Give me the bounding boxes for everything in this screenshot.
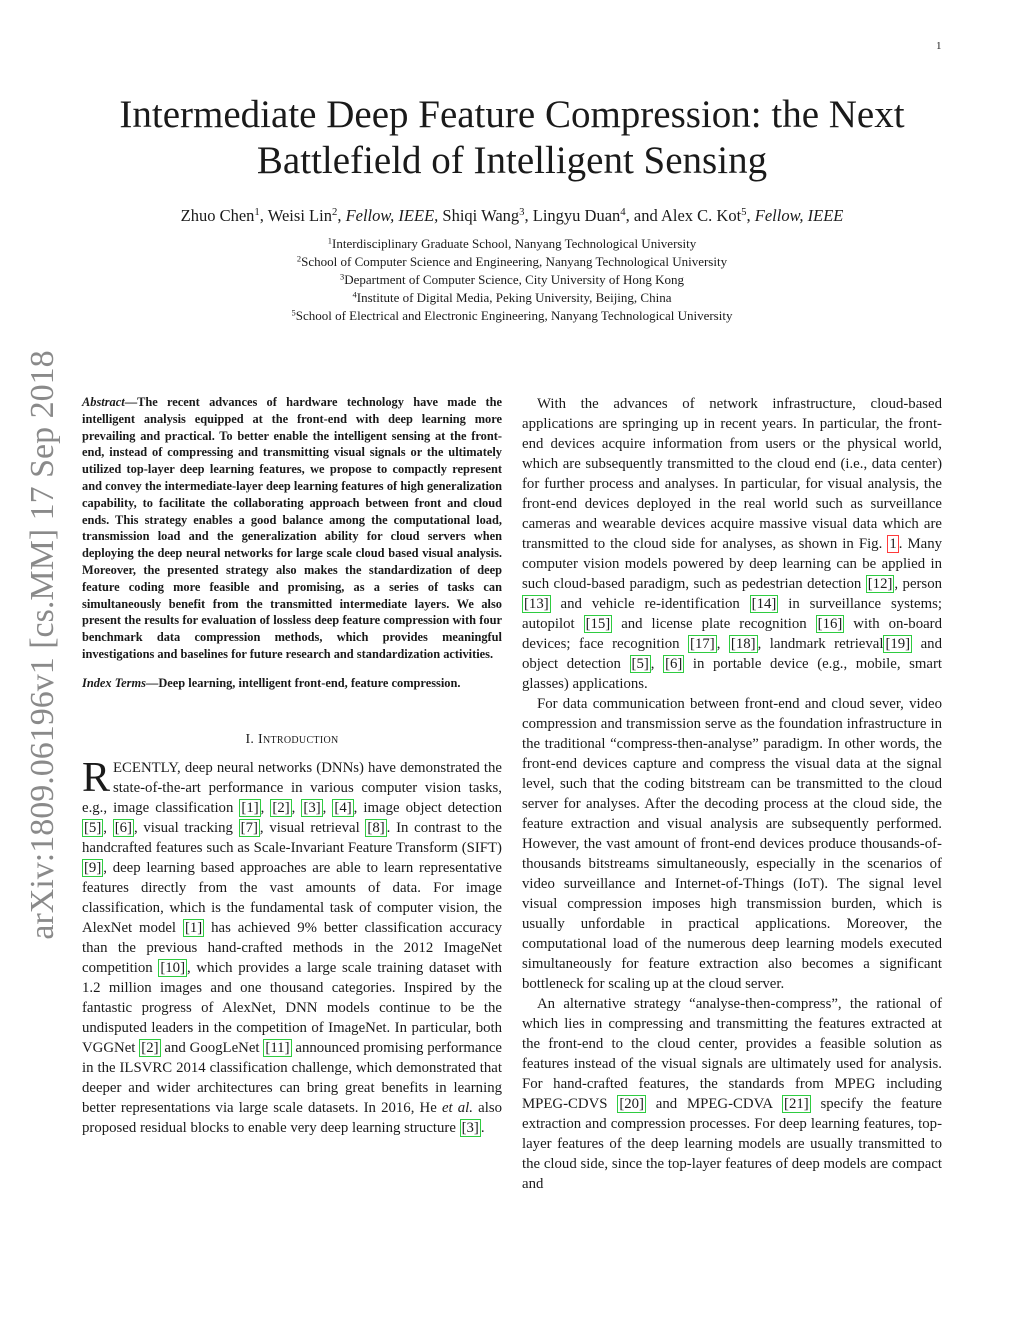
text-segment: has achieved 9% better classification accuracy than the previous hand-crafted methods in the 2012 ImageNet competition bbox=[82, 919, 502, 976]
text-segment: . Many computer vision models powered by deep learning can be applied in such cloud-based paradigm, such as pedestrian detection bbox=[522, 536, 942, 592]
author-superscript: 5 bbox=[741, 206, 747, 219]
text-segment: , bbox=[260, 799, 271, 816]
intro-paragraph-4 bbox=[522, 994, 942, 1194]
text-segment: et al. bbox=[441, 1099, 473, 1116]
affiliation-line bbox=[62, 253, 962, 271]
author-superscript: 4 bbox=[620, 206, 626, 219]
text-segment: with on-board devices; face recognition bbox=[522, 616, 942, 652]
index-terms bbox=[82, 675, 502, 692]
text-segment: specify the feature extraction and compression processes. For deep learning features, top-layer features of the deep learning models are usually transmitted to the cloud side, since the top-layer features of deep models are compact and bbox=[522, 1096, 942, 1192]
citation-link[interactable]: [3] bbox=[303, 799, 321, 816]
affiliation-line bbox=[62, 235, 962, 253]
affiliation-text: Interdisciplinary Graduate School, Nanyang Technological University bbox=[332, 236, 697, 251]
text-segment: With the advances of network infrastructure, cloud-based applications are springing up in recent years. In particular, the front-end devices acquire information from users or the physical world, which are subsequently transmitted to the cloud end (i.e., data center) for further process and analyses. In particular, for visual analysis, the front-end devices deployed in the real world such as surveillance cameras and wearable devices acquire massive visual data which are transmitted to the cloud side for analyses, as shown in Fig. bbox=[522, 396, 942, 552]
paragraph-body bbox=[82, 754, 502, 1137]
author-fellowship: Fellow, IEEE, bbox=[345, 206, 439, 225]
affiliation-line bbox=[62, 307, 962, 325]
left-column bbox=[82, 394, 502, 1138]
citation-link[interactable]: [4] bbox=[334, 799, 352, 816]
author-name: Weisi Lin bbox=[267, 206, 332, 225]
author-superscript: 2 bbox=[331, 206, 338, 219]
intro-paragraph-1 bbox=[82, 754, 502, 1138]
text-segment: , visual retrieval bbox=[259, 819, 366, 836]
author-list: Zhuo Chen$^1$, Weisi Lin$^2$, Fellow, IEEE, Shiqi Wang$^3$, Lingyu Duan$^4$, and Alex C. Kot$^5$, Fellow, IEEE bbox=[180, 206, 844, 225]
citation-link[interactable]: [20] bbox=[619, 1096, 644, 1112]
text-segment: and MPEG-CDVA bbox=[645, 1096, 783, 1112]
citation-link[interactable]: [21] bbox=[784, 1096, 809, 1112]
citation-link[interactable]: [2] bbox=[141, 1039, 159, 1056]
citation-link[interactable]: [3] bbox=[461, 1119, 479, 1136]
index-terms-text: —Deep learning, intelligent front-end, feature compression. bbox=[145, 675, 461, 690]
text-segment: and license plate recognition bbox=[612, 616, 816, 632]
author-name: Lingyu Duan bbox=[532, 206, 621, 225]
affiliation-text: School of Electrical and Electronic Engineering, Nanyang Technological University bbox=[295, 308, 733, 323]
text-segment: in portable device (e.g., mobile, smart glasses) applications. bbox=[522, 656, 942, 692]
paper-title bbox=[62, 92, 962, 184]
text-segment: and vehicle re-identification bbox=[550, 596, 750, 612]
affiliation-text: School of Computer Science and Engineering, Nanyang Technological University bbox=[301, 254, 728, 269]
citation-link[interactable]: [6] bbox=[114, 819, 132, 836]
affiliation-superscript: 3 bbox=[340, 271, 345, 282]
affiliation-line bbox=[62, 289, 962, 307]
affiliation-list bbox=[62, 235, 962, 325]
title-line-2: Battlefield of Intelligent Sensing bbox=[256, 139, 768, 182]
text-segment: . In contrast to the handcrafted features such as Scale-Invariant Feature Transform (SIFT) bbox=[82, 819, 502, 856]
text-segment: , visual tracking bbox=[133, 819, 239, 836]
citation-link[interactable]: [18] bbox=[730, 636, 756, 652]
affiliation-text: Institute of Digital Media, Peking University, Beijing, China bbox=[356, 290, 672, 305]
author-fellowship: Fellow, IEEE bbox=[754, 206, 844, 225]
citation-link[interactable]: [5] bbox=[84, 819, 102, 836]
author-name: Alex C. Kot bbox=[660, 206, 742, 225]
paragraph-body bbox=[522, 996, 942, 1192]
text-segment: , deep learning based approaches are able to learn representative features directly from the vast amounts of data. For image classification, which is the fundamental task of computer vision, the AlexNet model bbox=[82, 859, 502, 936]
citation-link[interactable]: [5] bbox=[631, 656, 649, 672]
citation-link[interactable]: [13] bbox=[524, 596, 549, 612]
text-segment: , landmark retrieval bbox=[757, 636, 884, 652]
text-segment: , image object detection bbox=[353, 799, 502, 816]
text-segment: , bbox=[291, 799, 302, 816]
text-segment: , person bbox=[894, 576, 942, 592]
citation-link[interactable]: [15] bbox=[585, 616, 611, 632]
text-segment: An alternative strategy “analyse-then-compress”, the rational of which lies in compressing and transmitting the features extracted at the front-end to the cloud center, provides a feasible solution as features instead of the visual signals are ultimately used for analysis. For hand-crafted features, the standards from MPEG including MPEG-CDVS bbox=[522, 996, 942, 1112]
arxiv-sidebar-stamp bbox=[18, 340, 68, 950]
citation-link[interactable]: [1] bbox=[241, 799, 259, 816]
affiliation-superscript: 1 bbox=[327, 235, 332, 246]
citation-link[interactable]: [7] bbox=[240, 819, 258, 836]
affiliation-superscript: 5 bbox=[291, 307, 296, 318]
section-number: I. bbox=[245, 731, 259, 747]
text-segment: , bbox=[650, 656, 664, 672]
drop-cap: R bbox=[82, 754, 111, 801]
title-line-1: Intermediate Deep Feature Compression: the Next bbox=[119, 93, 905, 136]
text-segment: in surveillance systems; autopilot bbox=[522, 596, 942, 632]
right-column bbox=[522, 394, 942, 1194]
arxiv-identifier: arXiv:1809.06196v1 [cs.MM] 17 Sep 2018 bbox=[24, 350, 61, 940]
author-name: Zhuo Chen bbox=[180, 206, 255, 225]
section-heading bbox=[82, 730, 502, 750]
citation-link[interactable]: [19] bbox=[885, 636, 911, 652]
citation-link[interactable]: [8] bbox=[367, 819, 385, 836]
text-segment: and object detection bbox=[522, 636, 942, 672]
citation-link[interactable]: [1] bbox=[184, 919, 203, 936]
affiliation-superscript: 2 bbox=[296, 253, 302, 264]
page-number: 1 bbox=[936, 40, 942, 52]
text-segment: , bbox=[103, 819, 113, 836]
citation-link[interactable]: [16] bbox=[817, 616, 843, 632]
text-segment: . bbox=[480, 1119, 485, 1136]
citation-link[interactable]: [12] bbox=[867, 576, 893, 592]
index-terms-label: Index Terms bbox=[82, 675, 146, 690]
abstract-label: Abstract bbox=[82, 395, 125, 409]
abstract-text: —The recent advances of hardware technology have made the intelligent analysis equipped at the front-end with deep learning more prevailing and practical. To better enable the intelligent sensing at the front-end, instead of compressing and transmitting visual signals or the ultimately utilized top-layer deep learning features, we propose to compactly represent and convey the intermediate-layer deep learning features of high generalization capability, to facilitate the collaborating approach between front and cloud ends. This strategy enables a good balance among the computational load, transmission load and the generalization ability for cloud servers when deploying the deep neural networks for large scale cloud based visual analysis. Moreover, the presented strategy also makes the standardization of deep feature coding more feasible and promising, as a series of tasks can simultaneously benefit from the transmitted intermediate layers. We also present the results for evaluation of lossless deep feature compression with four benchmark data compression methods, which provides meaningful investigations and baselines for future research and standardization activities. bbox=[82, 395, 502, 661]
intro-paragraph-3: For data communication between front-end and cloud sever, video compression and transmission serve as the foundation infrastructure in the traditional “compress-then-analyse” paradigm. In other words, the front-end devices capture and compress the visual data at the signal level, such that the coding bitstream can be transmitted to the cloud server for analyses. After the decoding process at the cloud side, the feature extraction and visual analysis are subsequently performed. However, the vast amount of front-end devices produce thousands-of-thousands bitstreams simultaneously, especially in the scenarios of video surveillance and Internet-of-Things (IoT). The signal level visual compression imposes high transmission burden, which is usually unfordable in practical applications. Moreover, the computational load of the numerous deep learning models executed simultaneously for feature extraction also becomes a significant bottleneck for scaling up at the cloud server. bbox=[522, 696, 942, 992]
text-segment: announced promising performance in the ILSVRC 2014 classification challenge, which demonstrated that deeper and wider architectures can bring great benefits in learning better representations via large scale datasets. In 2016, He bbox=[82, 1039, 502, 1116]
citation-link[interactable]: [10] bbox=[160, 959, 186, 976]
paragraph-body bbox=[522, 396, 942, 692]
citation-link[interactable]: [2] bbox=[272, 799, 290, 816]
citation-link[interactable]: [14] bbox=[751, 596, 777, 612]
text-segment: , bbox=[322, 799, 333, 816]
citation-link[interactable]: [6] bbox=[665, 656, 683, 672]
figure-reference-link[interactable]: 1 bbox=[889, 536, 897, 552]
intro-paragraph-2 bbox=[522, 394, 942, 694]
citation-link[interactable]: [17] bbox=[690, 636, 715, 652]
affiliation-line bbox=[62, 271, 962, 289]
author-superscript: 3 bbox=[519, 206, 525, 219]
citation-link[interactable]: [11] bbox=[265, 1039, 290, 1056]
text-segment: ECENTLY, deep neural networks (DNNs) have demonstrated the state-of-the-art performance in various computer vision tasks, e.g., image classification bbox=[82, 759, 502, 816]
affiliation-text: Department of Computer Science, City University of Hong Kong bbox=[344, 272, 684, 287]
text-segment: , which provides a large scale training dataset with 1.2 million images and one thousand categories. Inspired by the fantastic progress of AlexNet, DNN models continue to be the undisputed leaders in the competition of ImageNet. In particular, both VGGNet bbox=[82, 959, 502, 1056]
citation-link[interactable]: [9] bbox=[84, 859, 102, 876]
text-segment: , bbox=[716, 636, 729, 652]
author-name: Shiqi Wang bbox=[442, 206, 520, 225]
section-title: Introduction bbox=[258, 731, 339, 747]
text-segment: also proposed residual blocks to enable very deep learning structure bbox=[82, 1099, 502, 1136]
text-segment: and GoogLeNet bbox=[160, 1039, 264, 1056]
affiliation-superscript: 4 bbox=[352, 289, 357, 300]
abstract bbox=[82, 394, 502, 663]
author-superscript: 1 bbox=[254, 206, 260, 219]
